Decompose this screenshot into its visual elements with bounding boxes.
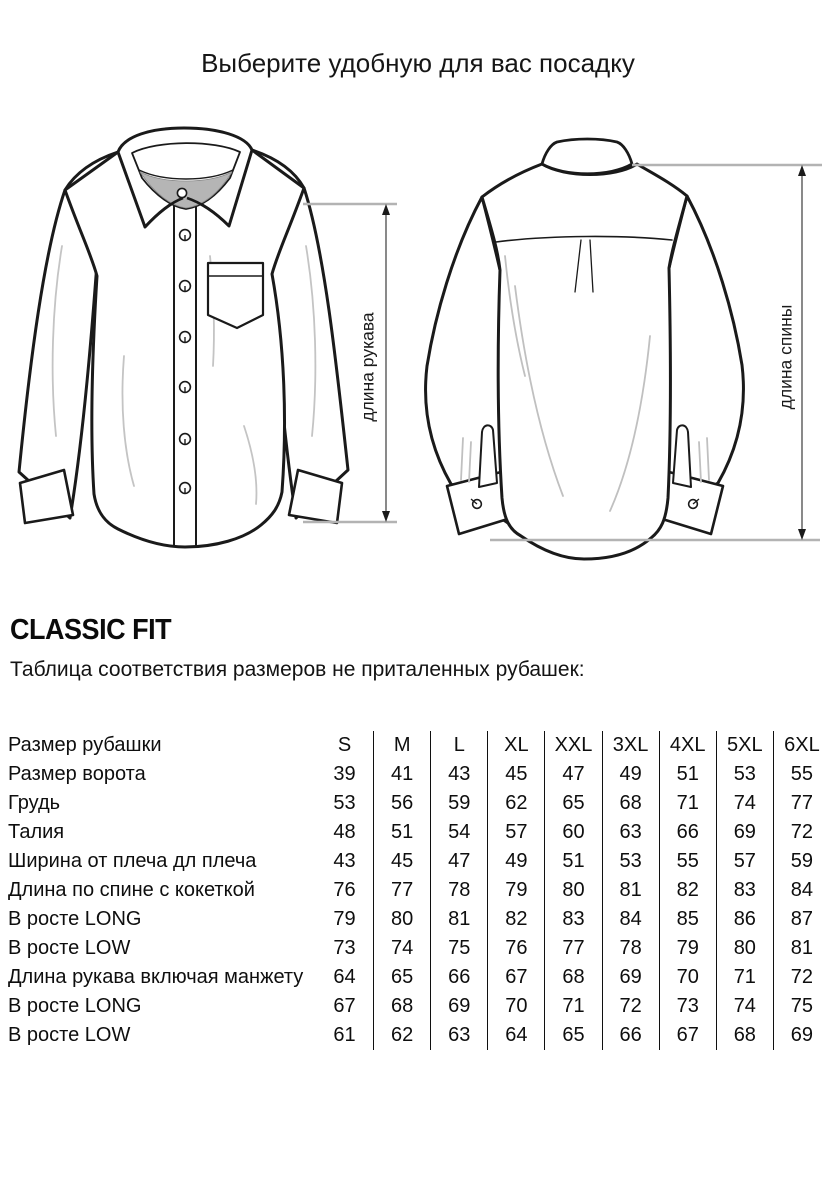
table-row-label: В росте LONG <box>8 995 142 1017</box>
table-value-cell: 68 <box>602 789 659 818</box>
table-value-cell: 82 <box>487 905 544 934</box>
table-value-cell: 41 <box>373 760 430 789</box>
table-value-cell: 45 <box>373 847 430 876</box>
table-row-label: В росте LOW <box>8 937 131 959</box>
table-value-cell: 66 <box>659 818 716 847</box>
table-row-label: Грудь <box>8 792 61 814</box>
table-value-cell: 67 <box>487 963 544 992</box>
table-value-cell: 62 <box>373 1021 430 1050</box>
table-value-cell: 39 <box>333 763 356 785</box>
table-value-cell: 57 <box>487 818 544 847</box>
table-value-cell: 51 <box>544 847 601 876</box>
sleeve-length-label: длина рукава <box>357 312 378 422</box>
table-value-cell: 81 <box>602 876 659 905</box>
table-value-cell: 68 <box>544 963 601 992</box>
table-value-cell: 79 <box>487 876 544 905</box>
table-value-cell: 53 <box>333 792 356 814</box>
table-value-cell: 84 <box>773 876 830 905</box>
table-value-cell: 70 <box>487 992 544 1021</box>
table-value-cell: 77 <box>373 876 430 905</box>
table-value-cell: 61 <box>333 1024 356 1046</box>
table-value-cell: 85 <box>659 905 716 934</box>
table-value-cell: 54 <box>430 818 487 847</box>
table-value-cell: 49 <box>602 760 659 789</box>
table-row-label: Размер ворота <box>8 763 146 785</box>
table-value-cell: 43 <box>333 850 356 872</box>
table-value-cell: 60 <box>544 818 601 847</box>
table-size-header-cell: L <box>430 731 487 760</box>
table-value-cell: 87 <box>773 905 830 934</box>
table-value-cell: 69 <box>716 818 773 847</box>
table-size-header-cell: XL <box>487 731 544 760</box>
table-value-cell: 59 <box>773 847 830 876</box>
table-value-cell: 47 <box>430 847 487 876</box>
table-value-cell: 53 <box>716 760 773 789</box>
dimension-lines <box>0 120 836 598</box>
table-value-cell: 78 <box>602 934 659 963</box>
table-value-cell: 48 <box>333 821 356 843</box>
table-value-cell: 45 <box>487 760 544 789</box>
table-value-cell: 80 <box>716 934 773 963</box>
table-value-cell: 80 <box>373 905 430 934</box>
table-value-cell: 51 <box>659 760 716 789</box>
table-value-cell: 66 <box>602 1021 659 1050</box>
table-row-label: Талия <box>8 821 65 843</box>
table-value-cell: 63 <box>430 1021 487 1050</box>
table-size-header-cell: S <box>337 734 352 756</box>
table-value-cell: 53 <box>602 847 659 876</box>
table-row-label: В росте LONG <box>8 908 142 930</box>
table-value-cell: 75 <box>773 992 830 1021</box>
table-value-cell: 47 <box>544 760 601 789</box>
table-value-cell: 80 <box>544 876 601 905</box>
table-value-cell: 74 <box>716 992 773 1021</box>
size-table <box>8 731 830 1050</box>
table-value-cell: 74 <box>716 789 773 818</box>
table-value-cell: 74 <box>373 934 430 963</box>
table-size-header-cell: 6XL <box>773 731 830 760</box>
table-value-cell: 77 <box>773 789 830 818</box>
table-row-label: В росте LOW <box>8 1024 131 1046</box>
table-value-cell: 64 <box>487 1021 544 1050</box>
arrowheads <box>382 165 806 540</box>
table-value-cell: 71 <box>659 789 716 818</box>
back-length-label: длина спины <box>775 304 796 410</box>
table-value-cell: 82 <box>659 876 716 905</box>
shirt-diagram <box>0 120 836 598</box>
table-value-cell: 73 <box>333 937 356 959</box>
table-value-cell: 63 <box>602 818 659 847</box>
table-value-cell: 62 <box>487 789 544 818</box>
table-value-cell: 67 <box>659 1021 716 1050</box>
table-value-cell: 76 <box>333 879 356 901</box>
page-title: Выберите удобную для вас посадку <box>201 48 635 78</box>
table-size-header-cell: M <box>373 731 430 760</box>
table-value-cell: 71 <box>544 992 601 1021</box>
table-value-cell: 72 <box>602 992 659 1021</box>
table-value-cell: 59 <box>430 789 487 818</box>
table-row-label: Размер рубашки <box>8 734 162 756</box>
table-value-cell: 68 <box>716 1021 773 1050</box>
table-value-cell: 71 <box>716 963 773 992</box>
table-value-cell: 81 <box>430 905 487 934</box>
table-value-cell: 84 <box>602 905 659 934</box>
table-row-label: Длина по спине с кокеткой <box>8 879 255 901</box>
table-value-cell: 68 <box>373 992 430 1021</box>
table-value-cell: 67 <box>333 995 356 1017</box>
table-value-cell: 65 <box>544 1021 601 1050</box>
table-value-cell: 57 <box>716 847 773 876</box>
table-value-cell: 79 <box>333 908 356 930</box>
table-value-cell: 65 <box>373 963 430 992</box>
table-value-cell: 86 <box>716 905 773 934</box>
table-value-cell: 69 <box>430 992 487 1021</box>
table-value-cell: 81 <box>773 934 830 963</box>
table-value-cell: 69 <box>773 1021 830 1050</box>
fit-heading: CLASSIC FIT <box>10 614 172 646</box>
table-value-cell: 43 <box>430 760 487 789</box>
table-value-cell: 72 <box>773 963 830 992</box>
table-size-header-cell: 4XL <box>659 731 716 760</box>
table-value-cell: 56 <box>373 789 430 818</box>
table-value-cell: 73 <box>659 992 716 1021</box>
table-value-cell: 78 <box>430 876 487 905</box>
table-value-cell: 83 <box>544 905 601 934</box>
table-value-cell: 49 <box>487 847 544 876</box>
table-value-cell: 64 <box>333 966 356 988</box>
table-row-label: Длина рукава включая манжету <box>8 966 304 988</box>
table-size-header-cell: XXL <box>544 731 601 760</box>
table-value-cell: 66 <box>430 963 487 992</box>
table-value-cell: 79 <box>659 934 716 963</box>
table-value-cell: 70 <box>659 963 716 992</box>
table-value-cell: 65 <box>544 789 601 818</box>
table-value-cell: 51 <box>373 818 430 847</box>
table-value-cell: 55 <box>659 847 716 876</box>
table-value-cell: 77 <box>544 934 601 963</box>
table-value-cell: 75 <box>430 934 487 963</box>
table-value-cell: 55 <box>773 760 830 789</box>
table-row-label: Ширина от плеча дл плеча <box>8 850 257 872</box>
table-value-cell: 83 <box>716 876 773 905</box>
table-size-header-cell: 3XL <box>602 731 659 760</box>
table-size-header-cell: 5XL <box>716 731 773 760</box>
table-value-cell: 76 <box>487 934 544 963</box>
table-value-cell: 69 <box>602 963 659 992</box>
table-value-cell: 72 <box>773 818 830 847</box>
table-subtitle: Таблица соответствия размеров не приталенных рубашек: <box>10 658 585 681</box>
